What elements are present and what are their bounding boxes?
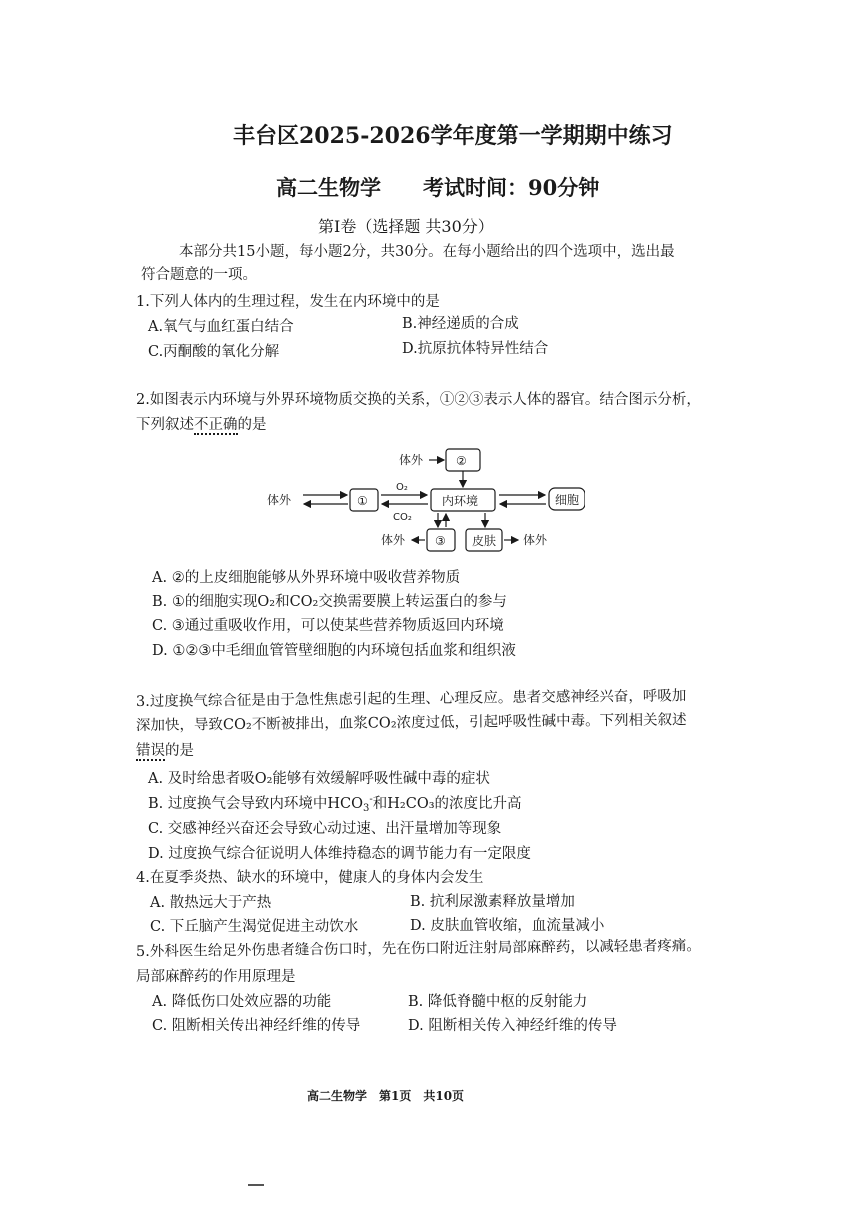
exchange-diagram xyxy=(255,443,585,558)
q3-option-a: A. 及时给患者吸O₂能够有效缓解呼吸性碱中毒的症状 xyxy=(148,771,490,787)
q4-option-d: D. 皮肤血管收缩，血流量减小 xyxy=(410,918,605,934)
q5-stem-line1: 5.外科医生给足外伤患者缝合伤口时，先在伤口附近注射局部麻醉药，以减轻患者疼痛。 xyxy=(135,938,701,960)
q3-stem-emphasis: 错误 xyxy=(136,743,165,759)
q2-stem-post: 的是 xyxy=(237,417,267,433)
exam-title: 丰台区2025-2026学年度第一学期期中练习 xyxy=(233,123,673,149)
q4-option-b: B. 抗利尿激素释放量增加 xyxy=(410,894,575,910)
exam-subtitle: 高二生物学 考试时间：90分钟 xyxy=(276,175,600,200)
q2-option-c: C. ③通过重吸收作用，可以使某些营养物质返回内环境 xyxy=(152,618,504,634)
section-heading: 第Ⅰ卷（选择题 共30分） xyxy=(318,217,494,236)
q3-option-b-sup: - xyxy=(369,794,373,805)
q1-stem: 1.下列人体内的生理过程，发生在内环境中的是 xyxy=(136,294,440,310)
q4-option-a: A. 散热远大于产热 xyxy=(150,895,272,911)
q3-option-c: C. 交感神经兴奋还会导致心动过速、出汗量增加等现象 xyxy=(148,821,502,837)
label-o2: O₂ xyxy=(396,482,408,493)
label-co2: CO₂ xyxy=(393,512,412,523)
page-footer: 高二生物学 第1页 共10页 xyxy=(307,1089,465,1103)
q3-option-b xyxy=(148,792,522,814)
q3-stem-line2: 深加快，导致CO₂不断被排出，血浆CO₂浓度过低，引起呼吸性碱中毒。下列相关叙述 xyxy=(135,712,687,734)
q4-stem: 4.在夏季炎热、缺水的环境中，健康人的身体内会发生 xyxy=(136,870,484,886)
q2-stem-line2 xyxy=(136,413,267,434)
label-outside-left: 体外 xyxy=(267,493,292,507)
q3-option-b-pre: B. 过度换气会导致内环境中HCO xyxy=(148,796,363,812)
q1-option-d: D.抗原抗体特异性结合 xyxy=(402,341,549,357)
q2-stem-line1: 2.如图表示内环境与外界环境物质交换的关系，①②③表示人体的器官。结合图示分析， xyxy=(136,392,701,408)
q3-option-b-post: 和H₂CO₃的浓度比升高 xyxy=(372,796,522,812)
q1-option-a: A.氧气与血红蛋白结合 xyxy=(148,319,294,335)
q2-option-b: B. ①的细胞实现O₂和CO₂交换需要膜上转运蛋白的参与 xyxy=(152,594,507,610)
label-cell: 细胞 xyxy=(555,493,580,507)
q1-option-b: B.神经递质的合成 xyxy=(402,316,519,332)
q1-option-c: C.丙酮酸的氧化分解 xyxy=(148,344,280,360)
q2-option-d: D. ①②③中毛细血管管壁细胞的内环境包括血浆和组织液 xyxy=(152,643,516,659)
scan-mark xyxy=(248,1184,264,1186)
label-organ2: ② xyxy=(456,454,467,468)
label-outside-bottom-left: 体外 xyxy=(381,533,406,547)
q2-stem-pre: 下列叙述 xyxy=(136,417,194,433)
q3-stem-line1: 3.过度换气综合征是由于急性焦虑引起的生理、心理反应。患者交感神经兴奋，呼吸加 xyxy=(135,688,687,710)
section-intro-line1: 本部分共15小题，每小题2分，共30分。在每小题给出的四个选项中，选出最 xyxy=(179,244,675,260)
section-intro-line2: 符合题意的一项。 xyxy=(141,267,257,283)
label-organ3: ③ xyxy=(435,534,446,548)
label-outside-bottom-right: 体外 xyxy=(523,533,548,547)
label-organ1: ① xyxy=(357,494,368,508)
q3-option-b-sub: 3 xyxy=(363,803,370,814)
label-internal-env: 内环境 xyxy=(442,494,479,508)
q5-option-b: B. 降低脊髓中枢的反射能力 xyxy=(408,994,588,1010)
q3-stem-post: 的是 xyxy=(165,743,194,759)
q5-option-c: C. 阻断相关传出神经纤维的传导 xyxy=(152,1018,361,1034)
q3-stem-line3 xyxy=(136,739,194,760)
q5-stem-line2: 局部麻醉药的作用原理是 xyxy=(136,969,296,985)
label-skin: 皮肤 xyxy=(472,534,497,548)
q3-option-d: D. 过度换气综合征说明人体维持稳态的调节能力有一定限度 xyxy=(148,846,531,862)
q4-option-c: C. 下丘脑产生渴觉促进主动饮水 xyxy=(150,919,359,935)
label-outside-top: 体外 xyxy=(399,453,424,467)
q2-stem-emphasis: 不正确 xyxy=(194,417,238,433)
q5-option-d: D. 阻断相关传入神经纤维的传导 xyxy=(408,1018,617,1034)
q5-option-a: A. 降低伤口处效应器的功能 xyxy=(152,994,332,1010)
q2-option-a: A. ②的上皮细胞能够从外界环境中吸收营养物质 xyxy=(152,570,461,586)
